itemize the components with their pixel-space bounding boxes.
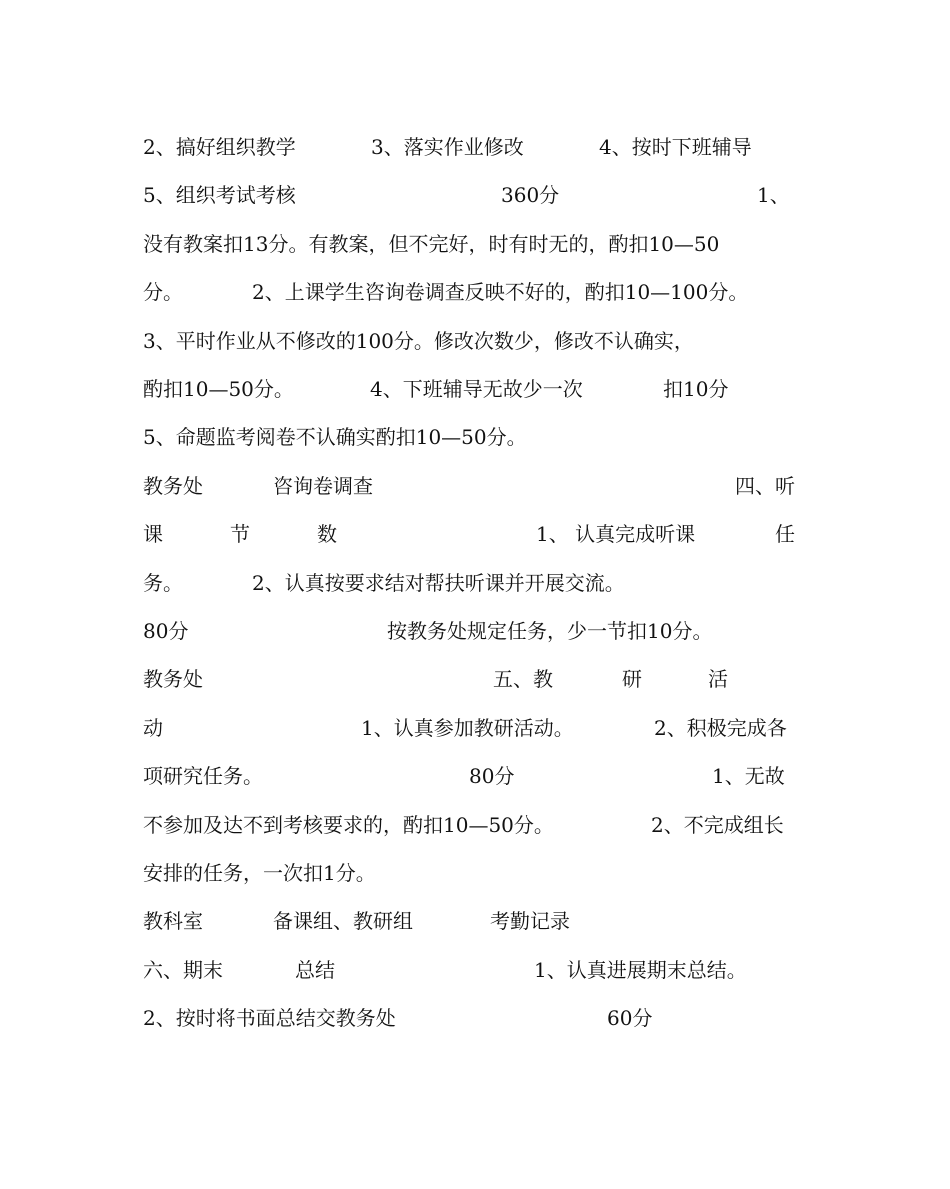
text-segment: 研 — [622, 667, 642, 691]
text-segment: 5、命题监考阅卷不认确实酌扣10—50分。 — [143, 425, 527, 449]
text-segment: 务。 — [143, 571, 183, 595]
text-segment: 酌扣10—50分。 — [143, 377, 294, 401]
text-segment: 任 — [775, 522, 795, 546]
text-line-9 — [0, 519, 950, 549]
text-line-11 — [0, 616, 950, 646]
text-segment: 不参加及达不到考核要求的，酌扣10—50分。 — [143, 813, 554, 837]
text-segment: 教务处 — [143, 667, 203, 691]
text-segment: 3、落实作业修改 — [371, 135, 524, 159]
text-segment: 总结 — [295, 958, 335, 982]
text-segment: 2、按时将书面总结交教务处 — [143, 1006, 396, 1030]
text-segment: 80分 — [469, 764, 515, 788]
text-line-1 — [0, 132, 950, 162]
text-segment: 1、 — [757, 183, 790, 207]
text-segment: 2、不完成组长 — [651, 813, 784, 837]
text-line-4 — [0, 277, 950, 307]
text-line-19 — [0, 1003, 950, 1033]
text-segment: 1、 认真完成听课 — [536, 522, 696, 546]
text-line-2 — [0, 180, 950, 210]
text-segment: 2、认真按要求结对帮扶听课并开展交流。 — [252, 571, 625, 595]
text-line-5 — [0, 326, 950, 356]
text-segment: 课 — [143, 522, 163, 546]
text-line-14 — [0, 761, 950, 791]
text-line-7 — [0, 422, 950, 452]
text-segment: 四、听 — [735, 474, 795, 498]
text-segment: 咨询卷调查 — [273, 474, 373, 498]
text-segment: 六、期末 — [143, 958, 223, 982]
text-segment: 1、无故 — [712, 764, 785, 788]
text-segment: 4、按时下班辅导 — [599, 135, 752, 159]
text-segment: 五、教 — [493, 667, 553, 691]
text-segment: 1、认真参加教研活动。 — [361, 716, 574, 740]
text-segment: 按教务处规定任务，少一节扣10分。 — [387, 619, 713, 643]
text-segment: 80分 — [143, 619, 189, 643]
text-segment: 360分 — [501, 183, 560, 207]
text-segment: 2、上课学生咨询卷调查反映不好的，酌扣10—100分。 — [252, 280, 749, 304]
text-segment: 2、积极完成各 — [654, 716, 787, 740]
text-segment: 节 — [230, 522, 250, 546]
text-line-12 — [0, 664, 950, 694]
text-segment: 数 — [317, 522, 337, 546]
text-line-15 — [0, 810, 950, 840]
text-segment: 备课组、教研组 — [273, 909, 413, 933]
text-segment: 教科室 — [143, 909, 203, 933]
text-segment: 考勤记录 — [490, 909, 570, 933]
text-line-8 — [0, 471, 950, 501]
text-segment: 分。 — [143, 280, 183, 304]
text-line-10 — [0, 568, 950, 598]
text-segment: 项研究任务。 — [143, 764, 263, 788]
text-segment: 5、组织考试考核 — [143, 183, 296, 207]
text-segment: 1、认真进展期末总结。 — [534, 958, 747, 982]
text-line-18 — [0, 955, 950, 985]
text-segment: 没有教案扣13分。有教案，但不完好，时有时无的，酌扣10—50 — [143, 232, 720, 256]
text-line-16 — [0, 858, 950, 888]
text-segment: 60分 — [607, 1006, 653, 1030]
text-segment: 3、平时作业从不修改的100分。修改次数少，修改不认确实， — [143, 329, 694, 353]
text-line-3 — [0, 229, 950, 259]
text-line-17 — [0, 906, 950, 936]
text-segment: 2、搞好组织教学 — [143, 135, 296, 159]
text-segment: 4、下班辅导无故少一次 — [370, 377, 583, 401]
text-segment: 教务处 — [143, 474, 203, 498]
text-segment: 扣10分 — [663, 377, 729, 401]
text-line-13 — [0, 713, 950, 743]
text-line-6 — [0, 374, 950, 404]
text-segment: 动 — [143, 716, 163, 740]
text-segment: 安排的任务，一次扣1分。 — [143, 861, 376, 885]
text-segment: 活 — [708, 667, 728, 691]
